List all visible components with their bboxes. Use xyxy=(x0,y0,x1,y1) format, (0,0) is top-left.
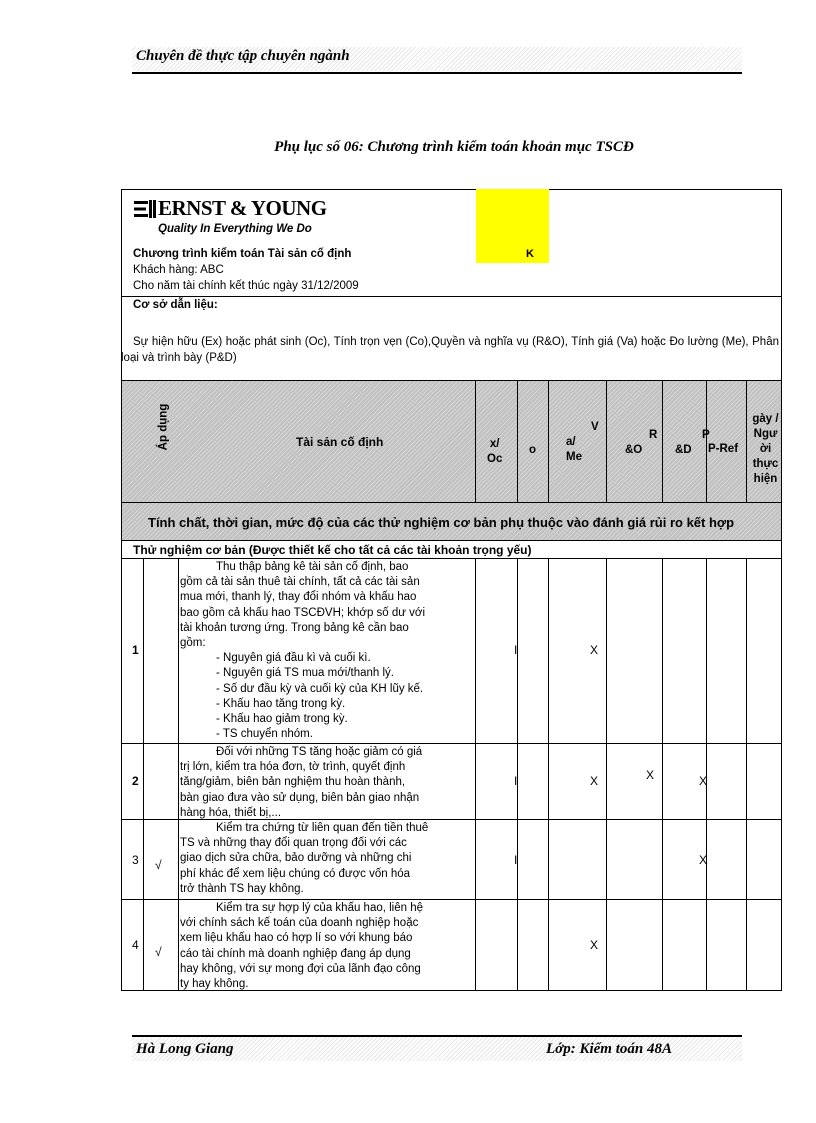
ro-mark: X xyxy=(646,768,655,782)
va-mark: X xyxy=(590,774,599,788)
date-by-header: gày / Ngư ời thực hiện xyxy=(752,413,779,485)
row-number: 1 xyxy=(132,643,139,657)
divider xyxy=(606,558,607,991)
divider xyxy=(475,380,476,502)
va-mark: X xyxy=(590,643,599,657)
divider xyxy=(143,558,144,991)
pd-mark: X xyxy=(699,774,708,788)
va-me-header: V a/ Me xyxy=(566,421,599,463)
divider xyxy=(121,502,782,503)
procedure-text: Đối với những TS tăng hoặc giảm có giá trị lớn, kiểm tra hóa đơn, tờ trình, quyết định tăng/giảm, biên bản nghiệm thu hoàn thành, bàn giao đưa vào sử dụng, biên bản giao nhận hàng hóa, thiết bị,... xyxy=(180,746,423,819)
co-mark: I xyxy=(514,853,518,867)
footer-author: Hà Long Giang xyxy=(136,1041,234,1057)
applied-check: √ xyxy=(155,945,162,959)
divider xyxy=(548,380,549,502)
divider xyxy=(746,380,747,502)
row-number: 4 xyxy=(132,938,139,952)
fiscal-year: Cho năm tài chính kết thúc ngày 31/12/2009 xyxy=(133,280,359,292)
co-header: o xyxy=(529,444,537,456)
applied-check: √ xyxy=(155,858,162,872)
header-title: Chuyên đề thực tập chuyên ngành xyxy=(136,48,350,64)
ex-oc-header: x/ Oc xyxy=(487,438,503,465)
header-rule xyxy=(132,72,742,74)
divider xyxy=(178,558,179,991)
divider xyxy=(121,743,782,744)
divider xyxy=(662,380,663,502)
footer-rule xyxy=(132,1035,742,1037)
procedure-text: Kiểm tra sự hợp lý của khấu hao, liên hệ với chính sách kế toán của doanh nghiệp hoặc xem liệu khấu hao có hợp lí so với khung báo cáo tài chính mà doanh nghiệp đang áp dụng hay không, với sự mong đợi của lãnh đạo công ty hay không. xyxy=(180,902,424,991)
pd-mark: X xyxy=(699,853,708,867)
basis-title: Cơ sở dẫn liệu: xyxy=(133,299,218,311)
row-number: 3 xyxy=(132,853,139,867)
divider xyxy=(548,558,549,991)
divider xyxy=(606,380,607,502)
divider xyxy=(746,558,747,991)
divider xyxy=(121,296,782,297)
pd-header: P &D xyxy=(675,429,710,456)
firm-logo xyxy=(134,196,327,221)
divider xyxy=(121,558,782,559)
divider xyxy=(121,380,782,381)
procedure-text: Thu thập bảng kê tài sản cố định, bao gồm cả tài sản thuê tài chính, tất cả các tài sản mua mới, thanh lý, thay đổi nhóm và khấu hao bao gồm cả khấu hao TSCĐVH; khớp số dư với tài khoản tương ứng. Trong bảng kê cần bao gồm: - Nguyên giá đầu kì và cuối kì. - Nguyên giá TS mua mới/thanh lý. - Số dư đầu kỳ và cuối kỳ của KH lũy kế. - Khấu hao tăng trong kỳ. - Khấu hao giảm trong kỳ. - TS chuyển nhóm. xyxy=(180,561,426,741)
appendix-title: Phụ lục số 06: Chương trình kiểm toán khoản mục TSCĐ xyxy=(274,139,634,155)
applies-header: Áp dụng xyxy=(157,403,169,451)
firm-tagline: Quality In Everything We Do xyxy=(158,223,312,235)
divider xyxy=(517,380,518,502)
program-title: Chương trình kiểm toán Tài sản cố định xyxy=(133,248,352,260)
ey-logo-mark-icon xyxy=(134,200,156,218)
asset-column-header: Tài sản cố định xyxy=(296,435,384,449)
divider xyxy=(121,540,782,541)
row-number: 2 xyxy=(132,774,139,788)
footer-class: Lớp: Kiểm toán 48A xyxy=(546,1041,672,1057)
divider xyxy=(662,558,663,991)
procedure-text: Kiểm tra chứng từ liên quan đến tiền thuê TS và những thay đổi quan trọng đối với các giao dịch sửa chữa, bảo dưỡng và những chi phí khác để xem liệu chúng có được vốn hóa trở thành TS hay không. xyxy=(180,822,429,895)
section-title: Tính chất, thời gian, mức độ của các thử nghiệm cơ bản phụ thuộc vào đánh giá rủi ro kết hợp xyxy=(148,515,735,530)
wp-ref-header: P-Ref xyxy=(708,443,739,455)
firm-name: ERNST & YOUNG xyxy=(158,196,327,220)
va-mark: X xyxy=(590,938,599,952)
co-mark: I xyxy=(514,774,518,788)
ro-header: R &O xyxy=(625,429,658,456)
client-name: Khách hàng: ABC xyxy=(133,264,224,276)
section-subtitle: Thử nghiệm cơ bản (Được thiết kế cho tất cả các tài khoản trọng yếu) xyxy=(133,543,532,557)
co-mark: I xyxy=(514,643,518,657)
reference-letter: K xyxy=(526,248,534,260)
divider xyxy=(121,899,782,900)
basis-text: Sự hiện hữu (Ex) hoặc phát sinh (Oc), Tính trọn vẹn (Co),Quyền và nghĩa vụ (R&O), Tính giá (Va) hoặc Đo lường (Me), Phân loại và trình bày (P&D) xyxy=(121,336,779,364)
reference-highlight xyxy=(476,189,549,263)
